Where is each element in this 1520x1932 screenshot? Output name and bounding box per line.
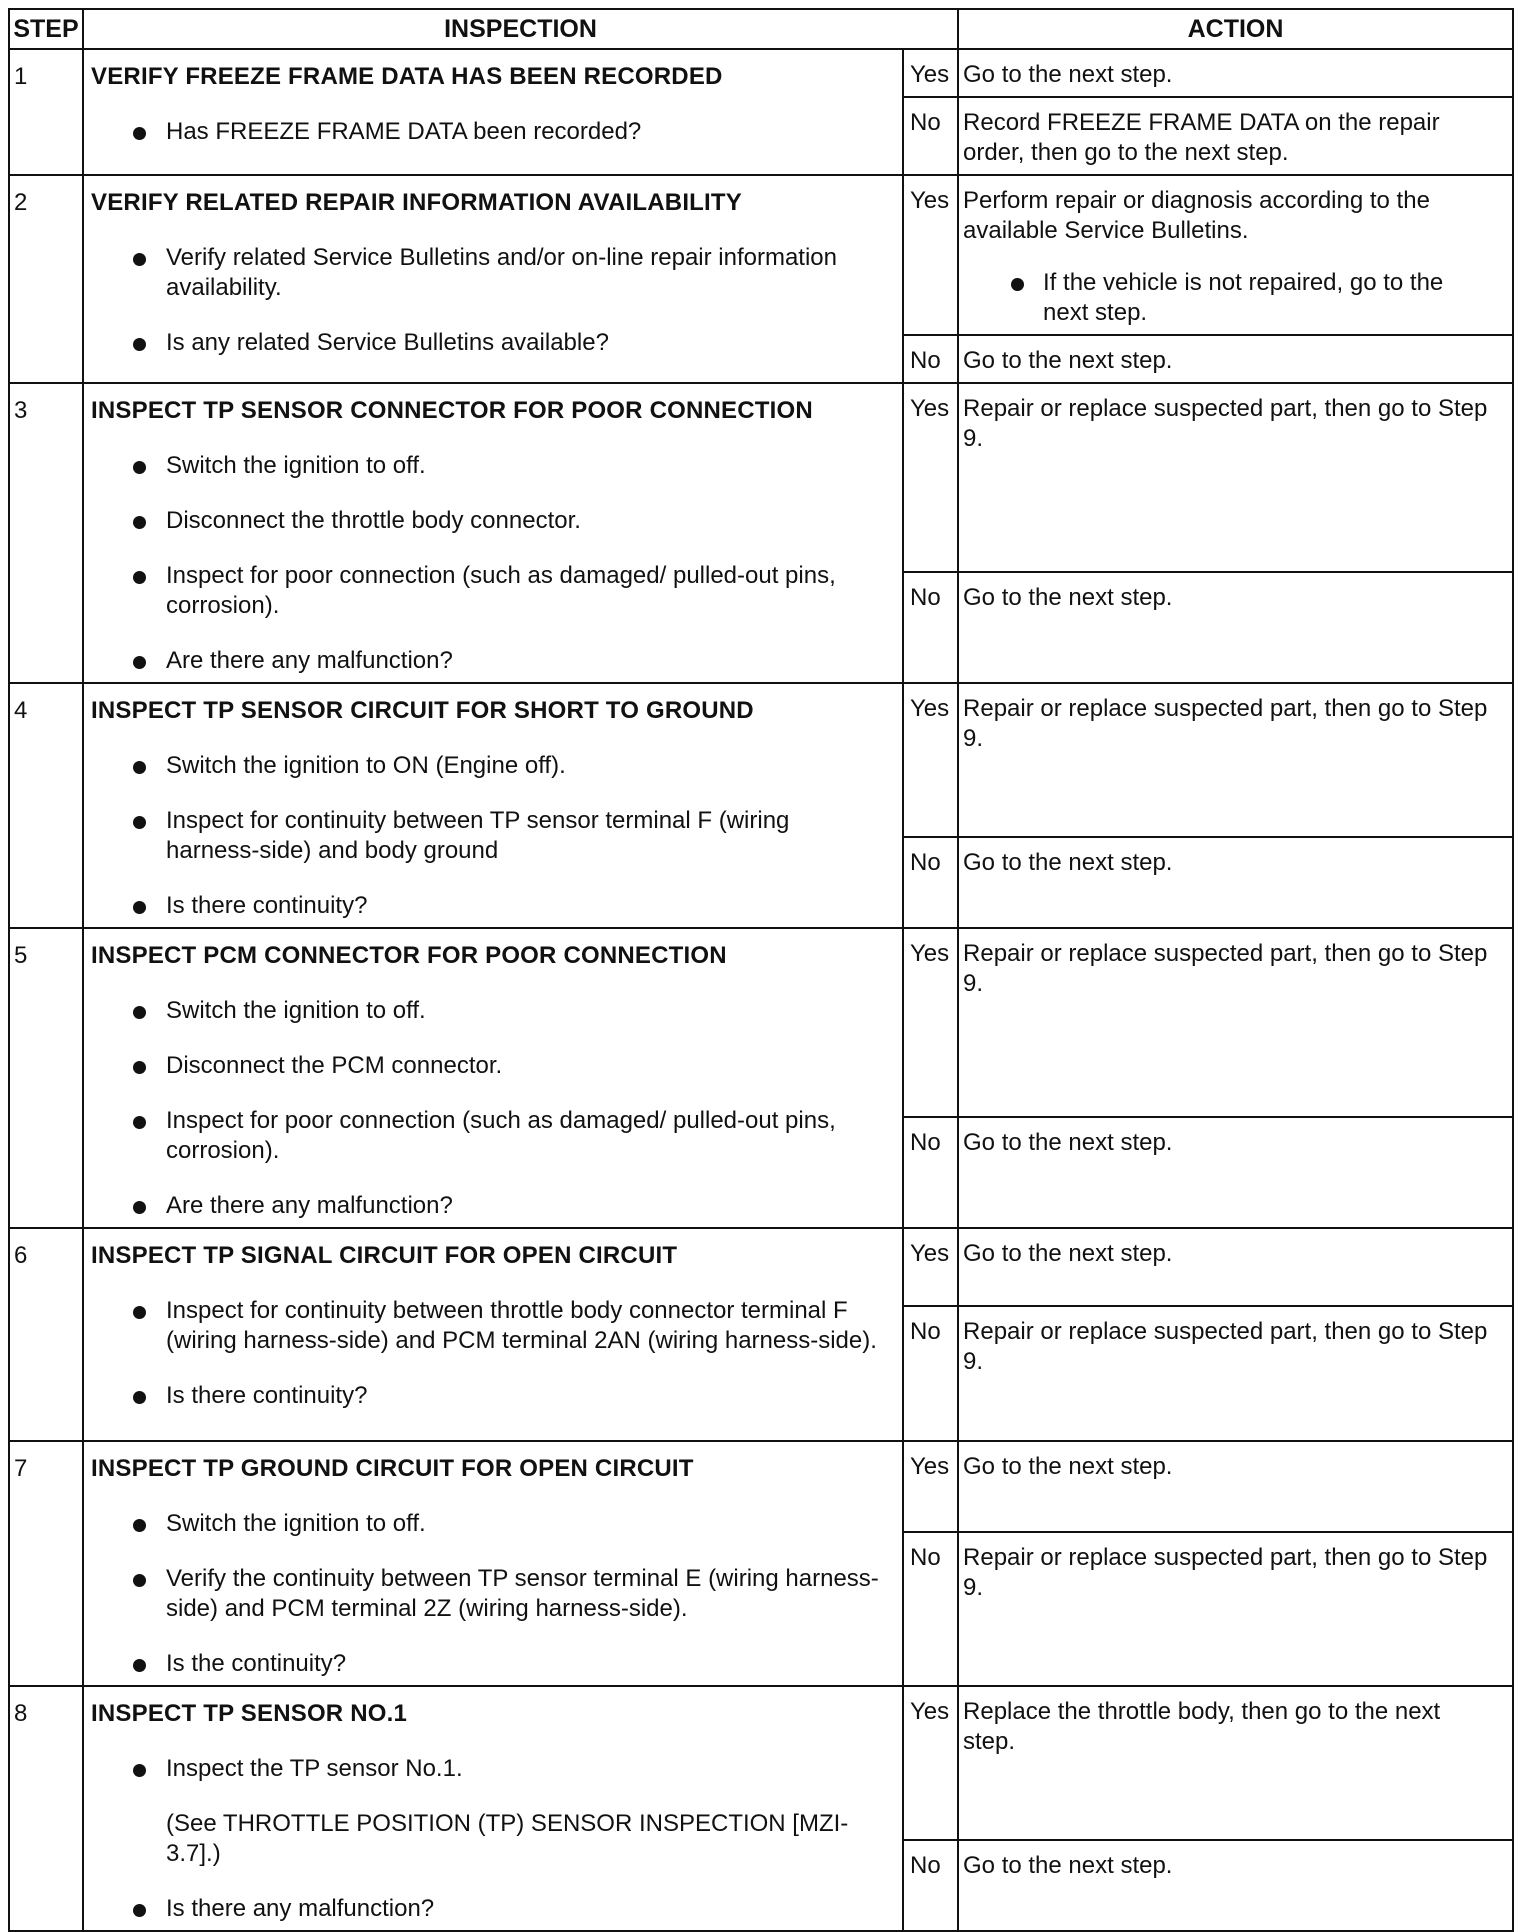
yes-action-bullet: If the vehicle is not repaired, go to the next step. — [963, 268, 1494, 328]
inspection-title: INSPECT TP SENSOR CIRCUIT FOR SHORT TO GROUND — [91, 697, 754, 724]
inspection-bullet: Disconnect the throttle body connector. — [91, 506, 884, 536]
inspection-cell — [83, 928, 903, 1228]
inspection-cell — [83, 383, 903, 683]
inspection-bullets — [91, 117, 884, 147]
inspection-bullet: Is there continuity? — [91, 1381, 884, 1411]
inspection-cell — [83, 683, 903, 928]
inspection-bullets — [91, 996, 884, 1221]
inspection-bullets — [91, 451, 884, 676]
inspection-bullet: Inspect for poor connection (such as damaged/ pulled-out pins, corrosion). — [91, 561, 884, 621]
inspection-bullet: Switch the ignition to off. — [91, 451, 884, 481]
step-row-yes — [9, 1228, 1513, 1306]
inspection-cell — [83, 175, 903, 383]
step-row-yes — [9, 383, 1513, 572]
yes-label: Yes — [903, 928, 958, 1117]
inspection-cell — [83, 1441, 903, 1686]
inspection-bullet: Inspect for continuity between TP sensor terminal F (wiring harness-side) and body ground — [91, 806, 884, 866]
no-label: No — [903, 97, 958, 175]
no-action: Go to the next step. — [958, 572, 1513, 683]
inspection-bullets — [91, 1754, 884, 1784]
step-number: 4 — [9, 683, 83, 928]
no-action: Repair or replace suspected part, then go to Step 9. — [958, 1306, 1513, 1441]
yes-label: Yes — [903, 383, 958, 572]
yes-label: Yes — [903, 683, 958, 837]
inspection-bullet: Switch the ignition to ON (Engine off). — [91, 751, 884, 781]
no-action: Record FREEZE FRAME DATA on the repair order, then go to the next step. — [958, 97, 1513, 175]
diagnostic-table — [8, 8, 1514, 1932]
inspection-bullets — [91, 1509, 884, 1679]
inspection-cell — [83, 49, 903, 175]
yes-action: Go to the next step. — [958, 1441, 1513, 1532]
step-row-yes — [9, 928, 1513, 1117]
no-label: No — [903, 1117, 958, 1228]
inspection-bullet: Verify related Service Bulletins and/or on-line repair information availability. — [91, 243, 884, 303]
inspection-bullet: Switch the ignition to off. — [91, 1509, 884, 1539]
inspection-cell — [83, 1686, 903, 1931]
inspection-bullets — [91, 751, 884, 921]
inspection-title: INSPECT TP SENSOR NO.1 — [91, 1700, 408, 1727]
inspection-title: INSPECT PCM CONNECTOR FOR POOR CONNECTION — [91, 942, 727, 969]
step-number: 3 — [9, 383, 83, 683]
inspection-bullet: Are there any malfunction? — [91, 646, 884, 676]
inspection-bullet: Has FREEZE FRAME DATA been recorded? — [91, 117, 884, 147]
header-step: STEP — [9, 9, 83, 49]
inspection-bullet: Are there any malfunction? — [91, 1191, 884, 1221]
inspection-title: VERIFY RELATED REPAIR INFORMATION AVAILABILITY — [91, 189, 742, 216]
yes-label: Yes — [903, 1441, 958, 1532]
yes-label: Yes — [903, 1686, 958, 1840]
step-row-yes — [9, 49, 1513, 97]
step-row-yes — [9, 1441, 1513, 1532]
inspection-bullet: Inspect for continuity between throttle body connector terminal F (wiring harness-side) and PCM terminal 2AN (wiring harness-side). — [91, 1296, 884, 1356]
yes-action: Perform repair or diagnosis according to the available Service Bulletins. — [963, 187, 1430, 244]
step-row-yes — [9, 683, 1513, 837]
yes-action-cell — [958, 175, 1513, 335]
step-row-yes — [9, 175, 1513, 335]
inspection-title: INSPECT TP SIGNAL CIRCUIT FOR OPEN CIRCUIT — [91, 1242, 678, 1269]
inspection-bullet: Switch the ignition to off. — [91, 996, 884, 1026]
inspection-title: INSPECT TP SENSOR CONNECTOR FOR POOR CONNECTION — [91, 397, 813, 424]
no-action: Repair or replace suspected part, then go to Step 9. — [958, 1532, 1513, 1686]
inspection-title: VERIFY FREEZE FRAME DATA HAS BEEN RECORDED — [91, 63, 723, 90]
header-action: ACTION — [958, 9, 1513, 49]
inspection-bullet: Is the continuity? — [91, 1649, 884, 1679]
no-label: No — [903, 837, 958, 928]
inspection-bullet: Inspect for poor connection (such as damaged/ pulled-out pins, corrosion). — [91, 1106, 884, 1166]
no-label: No — [903, 572, 958, 683]
step-number: 2 — [9, 175, 83, 383]
yes-action: Replace the throttle body, then go to the next step. — [958, 1686, 1513, 1840]
no-action: Go to the next step. — [958, 837, 1513, 928]
yes-label: Yes — [903, 49, 958, 97]
no-action: Go to the next step. — [958, 1117, 1513, 1228]
diagnostic-procedure-sheet — [8, 8, 1514, 1932]
inspection-bullet: Disconnect the PCM connector. — [91, 1051, 884, 1081]
step-row-yes — [9, 1686, 1513, 1840]
yes-label: Yes — [903, 1228, 958, 1306]
no-action: Go to the next step. — [958, 335, 1513, 383]
no-label: No — [903, 335, 958, 383]
step-number: 1 — [9, 49, 83, 175]
header-inspection: INSPECTION — [83, 9, 958, 49]
step-number: 7 — [9, 1441, 83, 1686]
table-header-row — [9, 9, 1513, 49]
no-label: No — [903, 1532, 958, 1686]
yes-action: Go to the next step. — [958, 1228, 1513, 1306]
inspection-cell — [83, 1228, 903, 1441]
yes-action: Go to the next step. — [958, 49, 1513, 97]
yes-action: Repair or replace suspected part, then go to Step 9. — [958, 383, 1513, 572]
inspection-bullet: Is any related Service Bulletins available? — [91, 328, 884, 358]
inspection-bullets — [91, 1296, 884, 1411]
inspection-bullet: Is there continuity? — [91, 891, 884, 921]
inspection-bullets — [91, 1894, 884, 1924]
inspection-title: INSPECT TP GROUND CIRCUIT FOR OPEN CIRCUIT — [91, 1455, 694, 1482]
inspection-bullet: Verify the continuity between TP sensor terminal E (wiring harness-side) and PCM terminal 2Z (wiring harness-side). — [91, 1564, 884, 1624]
yes-label: Yes — [903, 175, 958, 335]
no-action: Go to the next step. — [958, 1840, 1513, 1931]
reference-note: (See THROTTLE POSITION (TP) SENSOR INSPECTION [MZI-3.7].) — [166, 1810, 849, 1867]
step-number: 8 — [9, 1686, 83, 1931]
no-label: No — [903, 1306, 958, 1441]
yes-action: Repair or replace suspected part, then go to Step 9. — [958, 683, 1513, 837]
inspection-bullets — [91, 243, 884, 358]
step-number: 6 — [9, 1228, 83, 1441]
yes-action: Repair or replace suspected part, then go to Step 9. — [958, 928, 1513, 1117]
inspection-bullet: Inspect the TP sensor No.1. — [91, 1754, 884, 1784]
step-number: 5 — [9, 928, 83, 1228]
inspection-bullet: Is there any malfunction? — [91, 1894, 884, 1924]
no-label: No — [903, 1840, 958, 1931]
